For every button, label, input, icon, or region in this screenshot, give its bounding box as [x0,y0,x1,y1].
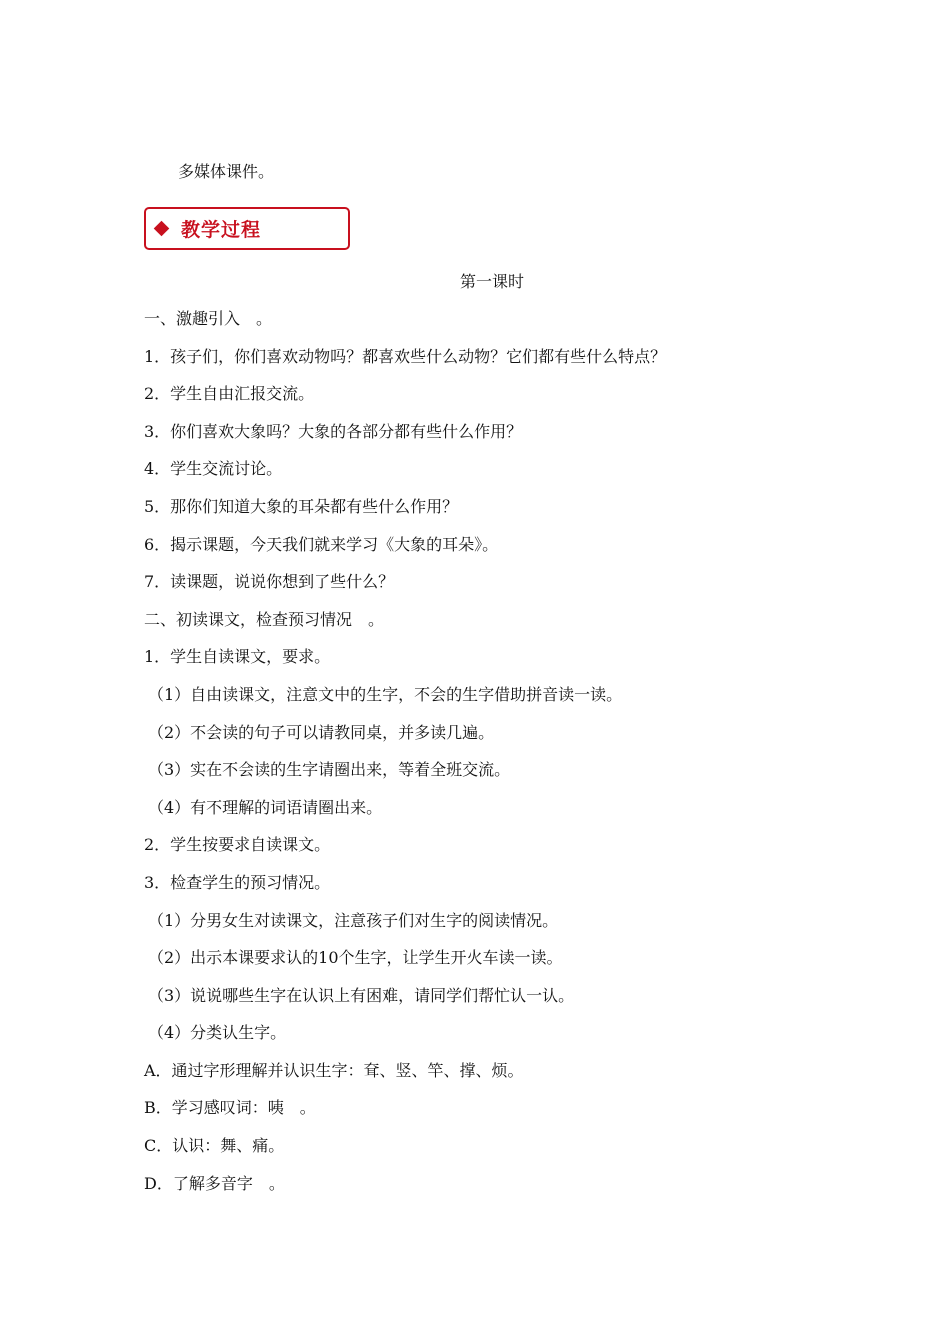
content-line: A．通过字形理解并认识生字：耷、竖、竿、撑、烦。 [144,1060,524,1080]
content-line: 1．学生自读课文，要求。 [144,647,331,667]
content-line: （1）自由读课文，注意文中的生字，不会的生字借助拼音读一读。 [148,684,623,704]
content-line: 2．学生按要求自读课文。 [144,835,331,855]
content-line: 6．揭示课题，今天我们就来学习《大象的耳朵》。 [144,534,499,554]
content-line: C．认识：舞、痛。 [144,1136,285,1156]
content-line: 二、初读课文，检查预习情况 。 [144,609,385,629]
content-line: （2）不会读的句子可以请教同桌，并多读几遍。 [148,722,495,742]
content-line: 5．那你们知道大象的耳朵都有些什么作用？ [144,496,459,516]
content-line: D．了解多音字 。 [144,1173,285,1193]
content-line: 一、激趣引入 。 [144,309,273,328]
content-line: （4）有不理解的词语请圈出来。 [148,797,383,817]
content-line: （4）分类认生字。 [148,1023,287,1043]
content-line: （3）实在不会读的生字请圈出来，等着全班交流。 [148,760,511,780]
section-title: 教学过程 [181,219,262,241]
section-header [144,207,350,250]
lesson-content [144,307,864,1209]
diamond-icon [154,221,170,237]
content-line: 7．读课题，说说你想到了些什么？ [144,572,395,592]
content-line: （2）出示本课要求认的10个生字，让学生开火车读一读。 [148,948,563,968]
content-line: 3．检查学生的预习情况。 [144,872,331,892]
content-line: 2．学生自由汇报交流。 [144,384,315,404]
content-line: 1．孩子们，你们喜欢动物吗？都喜欢些什么动物？它们都有些什么特点？ [144,346,667,366]
content-line: 4．学生交流讨论。 [144,459,283,479]
intro-text: 多媒体课件。 [178,162,275,181]
content-line: （3）说说哪些生字在认识上有困难，请同学们帮忙认一认。 [148,985,575,1005]
content-line: （1）分男女生对读课文，注意孩子们对生字的阅读情况。 [148,910,559,930]
lesson-title: 第一课时 [459,272,524,291]
content-line: 3．你们喜欢大象吗？大象的各部分都有些什么作用？ [144,421,523,441]
content-line: B．学习感叹词：咦 。 [144,1098,316,1118]
